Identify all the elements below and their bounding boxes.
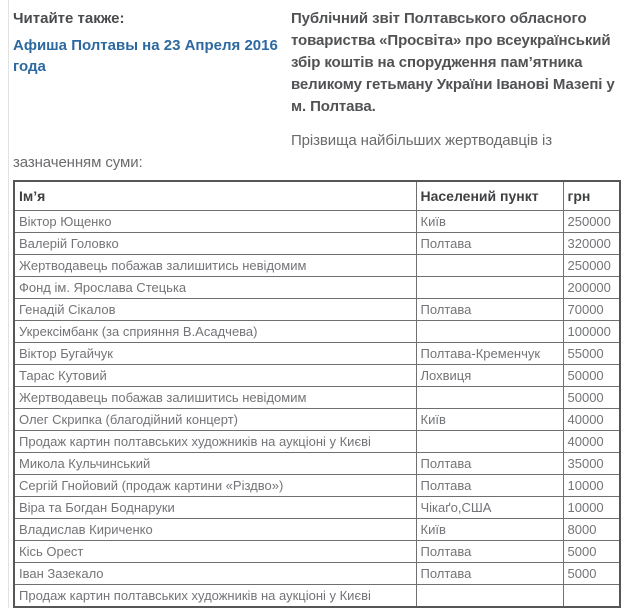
table-row — [14, 321, 620, 343]
donor-amount-cell: 35000 — [563, 453, 620, 475]
table-row — [14, 431, 620, 453]
donors-table-body — [14, 211, 620, 608]
header-place: Населений пункт — [416, 181, 563, 211]
donor-name-cell: Віра та Богдан Боднаруки — [14, 497, 416, 519]
table-row — [14, 255, 620, 277]
donor-place-cell — [416, 255, 563, 277]
donor-amount-cell: 5000 — [563, 563, 620, 585]
table-row — [14, 585, 620, 608]
read-also-block — [13, 8, 291, 148]
donor-place-cell — [416, 431, 563, 453]
donor-name-cell: Іван Зазекало — [14, 563, 416, 585]
donor-place-cell: Полтава — [416, 541, 563, 563]
read-also-heading: Читайте также: — [13, 10, 125, 27]
donor-amount-cell: 8000 — [563, 519, 620, 541]
donor-amount-cell: 250000 — [563, 211, 620, 233]
table-row — [14, 453, 620, 475]
donor-amount-cell: 10000 — [563, 475, 620, 497]
table-row — [14, 277, 620, 299]
donor-amount-cell: 200000 — [563, 277, 620, 299]
table-row — [14, 387, 620, 409]
donor-amount-cell: 100000 — [563, 321, 620, 343]
donor-name-cell: Укрексімбанк (за сприяння В.Асадчева) — [14, 321, 416, 343]
article-content — [8, 0, 625, 608]
donor-amount-cell: 50000 — [563, 387, 620, 409]
donor-name-cell: Продаж картин полтавських художників на аукціоні у Києві — [14, 585, 416, 608]
donor-place-cell: Лохвиця — [416, 365, 563, 387]
donor-place-cell: Київ — [416, 211, 563, 233]
donor-place-cell — [416, 277, 563, 299]
donor-amount-cell: 5000 — [563, 541, 620, 563]
donor-name-cell: Олег Скрипка (благодійний концерт) — [14, 409, 416, 431]
table-row — [14, 541, 620, 563]
report-intro-paragraph: Публічний звіт Полтавського обласного товариства «Просвіта» про всеукраїнський збір коштів на спорудження пам’ятника великому гетьману України Іванові Мазепі у м. Полтава. — [291, 10, 615, 115]
donors-table — [13, 180, 621, 608]
donor-place-cell: Київ — [416, 519, 563, 541]
donor-place-cell — [416, 585, 563, 608]
donor-name-cell: Жертводавець побажав залишитись невідомим — [14, 255, 416, 277]
donor-name-cell: Владислав Кириченко — [14, 519, 416, 541]
table-row — [14, 563, 620, 585]
table-row — [14, 343, 620, 365]
donor-name-cell: Микола Кульчинський — [14, 453, 416, 475]
donors-table-header — [14, 181, 620, 211]
donor-place-cell: Полтава-Кременчук — [416, 343, 563, 365]
table-row — [14, 497, 620, 519]
table-row — [14, 233, 620, 255]
donor-place-cell: Київ — [416, 409, 563, 431]
donor-name-cell: Сергій Гнойовий (продаж картини «Різдво») — [14, 475, 416, 497]
donor-name-cell: Кісь Орест — [14, 541, 416, 563]
read-also-link[interactable]: Афиша Полтавы на 23 Апреля 2016 года — [13, 37, 278, 75]
donor-amount-cell: 55000 — [563, 343, 620, 365]
donor-place-cell: Полтава — [416, 233, 563, 255]
header-row — [14, 181, 620, 211]
donor-place-cell: Полтава — [416, 563, 563, 585]
donor-name-cell: Продаж картин полтавських художників на аукціоні у Києві — [14, 431, 416, 453]
donor-amount-cell: 50000 — [563, 365, 620, 387]
donor-amount-cell — [563, 585, 620, 608]
donor-amount-cell: 70000 — [563, 299, 620, 321]
donor-amount-cell: 250000 — [563, 255, 620, 277]
table-row — [14, 211, 620, 233]
table-row — [14, 409, 620, 431]
header-name: Ім’я — [14, 181, 416, 211]
table-row — [14, 519, 620, 541]
donor-name-cell: Фонд ім. Ярослава Стецька — [14, 277, 416, 299]
donor-place-cell: Полтава — [416, 453, 563, 475]
donor-place-cell: Полтава — [416, 299, 563, 321]
donor-name-cell: Тарас Кутовий — [14, 365, 416, 387]
donor-amount-cell: 40000 — [563, 431, 620, 453]
donor-amount-cell: 10000 — [563, 497, 620, 519]
donor-place-cell: Чікаґо,США — [416, 497, 563, 519]
table-row — [14, 475, 620, 497]
table-row — [14, 365, 620, 387]
donor-amount-cell: 320000 — [563, 233, 620, 255]
donor-place-cell — [416, 387, 563, 409]
donor-name-cell: Віктор Бугайчук — [14, 343, 416, 365]
donor-place-cell — [416, 321, 563, 343]
table-row — [14, 299, 620, 321]
donor-name-cell: Віктор Ющенко — [14, 211, 416, 233]
donor-name-cell: Валерій Головко — [14, 233, 416, 255]
header-amount: грн — [563, 181, 620, 211]
donors-subtitle: Прізвища найбільших жертводавців із зазначенням суми: — [13, 132, 553, 171]
donor-name-cell: Генадій Сікалов — [14, 299, 416, 321]
donor-amount-cell: 40000 — [563, 409, 620, 431]
donor-place-cell: Полтава — [416, 475, 563, 497]
donor-name-cell: Жертводавець побажав залишитись невідомим — [14, 387, 416, 409]
